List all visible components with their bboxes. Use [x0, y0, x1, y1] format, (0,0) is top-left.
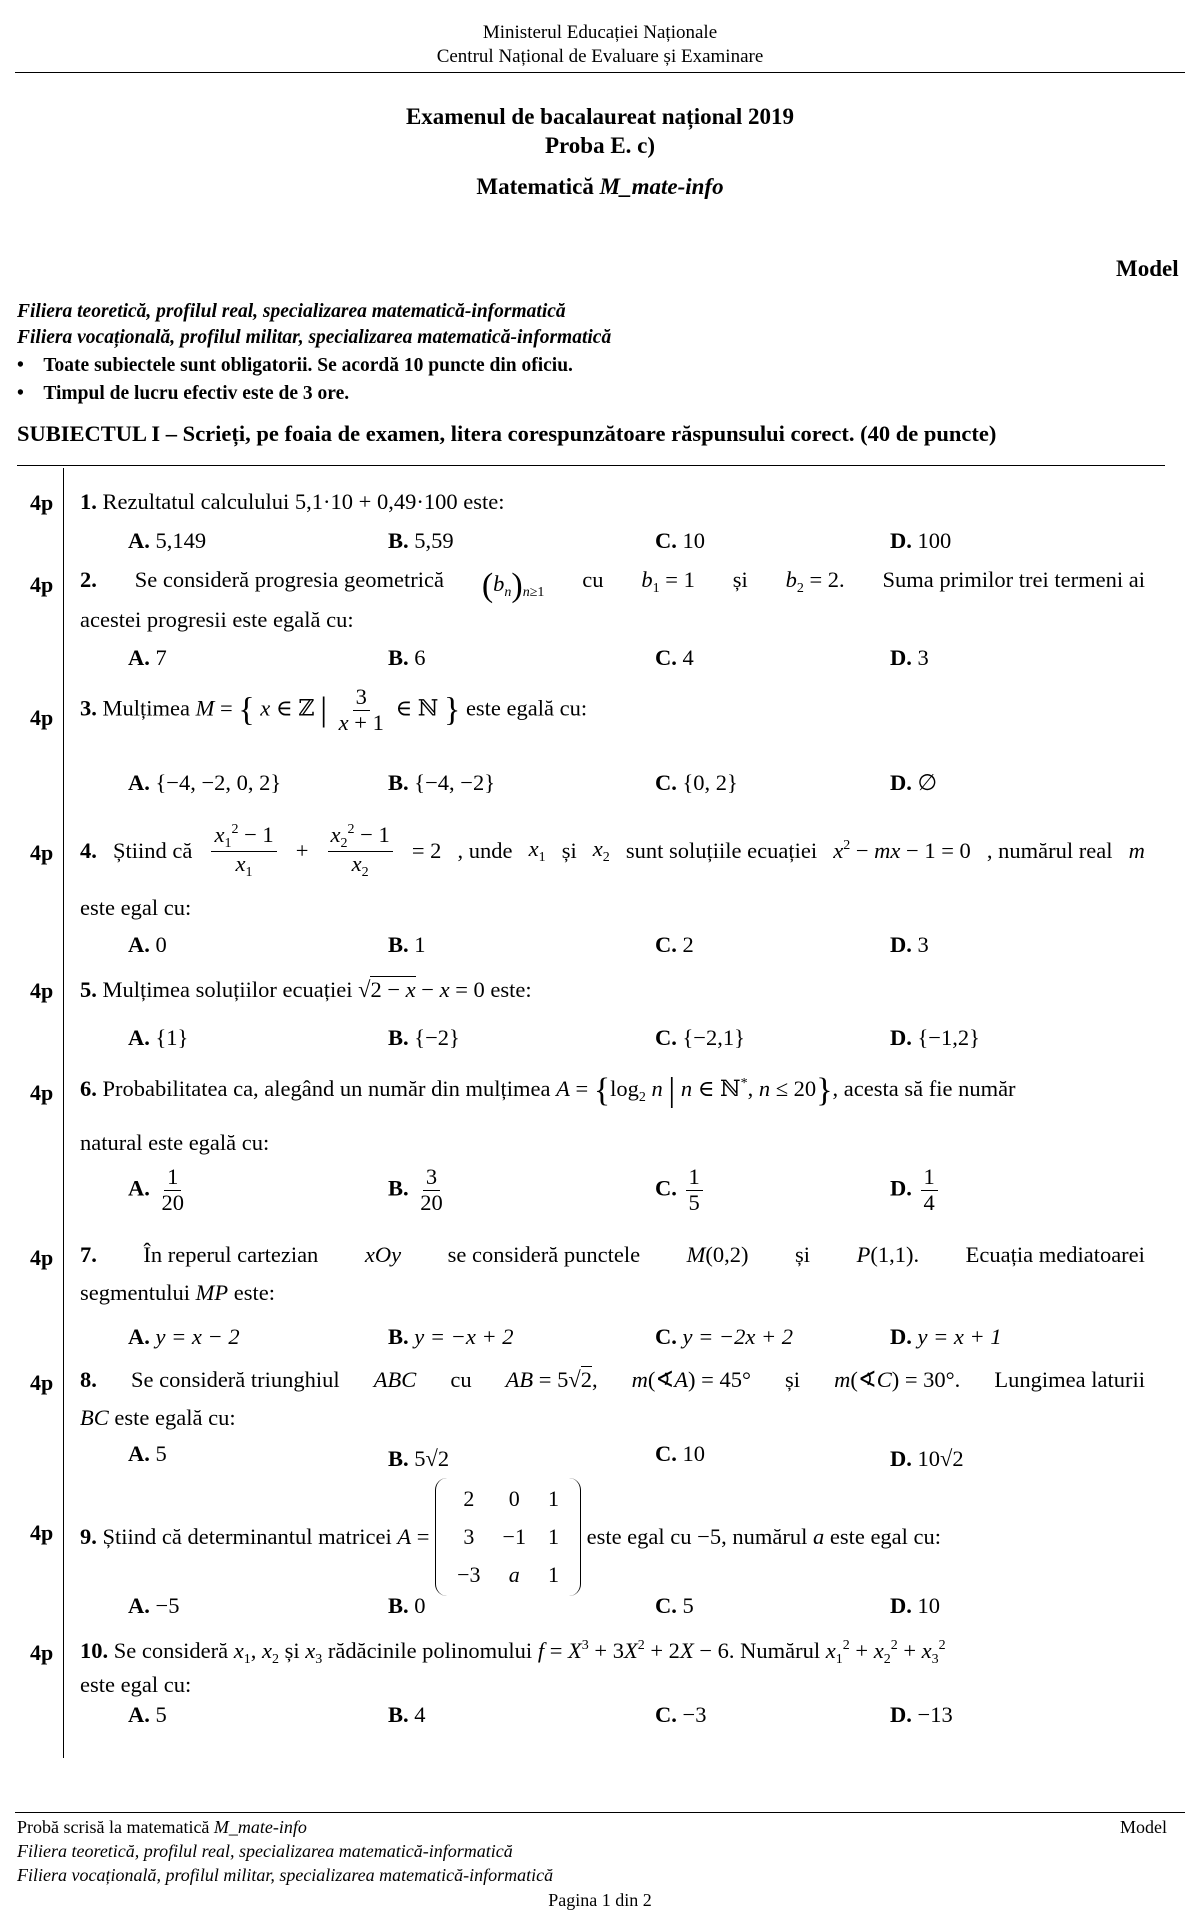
points-q8: 4p	[30, 1370, 54, 1395]
points-q10: 4p	[30, 1640, 54, 1665]
q3-option-a: A. {−4, −2, 0, 2}	[128, 770, 282, 795]
question-7: 7. În reperul cartezian xOy se consideră punctele M(0,2) și P(1,1). Ecuația mediatoarei	[80, 1242, 1145, 1267]
subject-title: Matematică M_mate-info	[476, 174, 724, 199]
question-1: 1. Rezultatul calculului 5,1·10 + 0,49·100 este:	[80, 489, 505, 514]
filiera-1: Filiera teoretică, profilul real, specializarea matematică-informatică	[17, 301, 566, 322]
question-2-cont: acestei progresii este egală cu:	[80, 607, 354, 632]
points-q1: 4p	[30, 490, 54, 515]
footer-line-1: Probă scrisă la matematică M_mate-info	[17, 1817, 307, 1837]
q10-option-d: D. −13	[890, 1702, 953, 1727]
q1-option-d: D. 100	[890, 528, 952, 553]
q1-option-a: A. 5,149	[128, 528, 207, 553]
points-q3: 4p	[30, 705, 54, 730]
q4-option-c: C. 2	[655, 932, 694, 957]
q6-option-d: D. $\frac{1}{4}$	[890, 1165, 941, 1216]
points-q2: 4p	[30, 572, 54, 597]
page-number: Pagina 1 din 2	[548, 1890, 652, 1910]
points-q5: 4p	[30, 978, 54, 1003]
q6-option-b: B. $\frac{3}{20}$	[388, 1164, 443, 1215]
model-label: Model	[1116, 256, 1179, 281]
q9-option-b: B. 0	[388, 1593, 426, 1618]
points-q7: 4p	[30, 1245, 54, 1270]
q6-option-c: C. $\frac{1}{5}$	[655, 1165, 706, 1216]
question-4: 4. Știind că $\frac{x_1^2 - 1}{x_1}$ + $\frac{x_2^2 - 1}{x_2}$ = 2 , unde $x_1$ și $x_2$ sunt soluțiile ecuației $x^2$ − mx − 1 = 0 , numărul real m	[80, 822, 1145, 881]
q4-option-b: B. 1	[388, 932, 426, 957]
matrix-a: 2 0 1 3 −1 1 −3 a 1	[435, 1478, 581, 1596]
q8-option-d: D. 10√2	[890, 1446, 964, 1471]
q8-option-b: B. 5√2	[388, 1446, 450, 1471]
points-column-line	[63, 468, 64, 1758]
q3-option-d: D. ∅	[890, 770, 938, 795]
q4-option-d: D. 3	[890, 932, 929, 957]
footer-line-2: Filiera teoretică, profilul real, specializarea matematică-informatică	[17, 1841, 513, 1861]
q7-option-c: C. y = −2x + 2	[655, 1324, 794, 1349]
question-5: 5. Mulțimea soluțiilor ecuației √2 − x − x = 0 este:	[80, 977, 532, 1002]
q6-option-a: A. $\frac{1}{20}$	[128, 1164, 184, 1215]
q7-option-d: D. y = x + 1	[890, 1324, 1002, 1349]
points-q4: 4p	[30, 840, 54, 865]
rule-bullet-2: • Timpul de lucru efectiv este de 3 ore.	[17, 383, 350, 404]
q10-option-b: B. 4	[388, 1702, 426, 1727]
question-2: 2. Se consideră progresia geometrică $(b_n)_{n\ge 1}$ cu $b_1 = 1$ și $b_2 = 2$. Suma primilor trei termeni ai	[80, 567, 1145, 604]
points-q6: 4p	[30, 1080, 54, 1105]
center-name: Centrul Național de Evaluare și Examinare	[436, 46, 764, 67]
footer-rule	[15, 1812, 1185, 1813]
question-4-cont: este egal cu:	[80, 895, 192, 920]
q9-option-d: D. 10	[890, 1593, 940, 1618]
header-rule	[15, 72, 1185, 73]
q2-option-d: D. 3	[890, 645, 929, 670]
question-6: 6. Probabilitatea ca, alegând un număr din mulțimea $A = \{\log_2$ n | n ∈ ℕ*, n ≤ 20}, acesta să fie număr	[80, 1072, 1016, 1109]
rule-bullet-1: • Toate subiectele sunt obligatorii. Se acordă 10 puncte din oficiu.	[17, 355, 573, 376]
q8-option-a: A. 5	[128, 1441, 167, 1466]
question-7-cont: segmentului MP este:	[80, 1280, 275, 1305]
q10-option-a: A. 5	[128, 1702, 167, 1727]
question-10-cont: este egal cu:	[80, 1672, 192, 1697]
q5-option-b: B. {−2}	[388, 1025, 460, 1050]
q1-option-c: C. 10	[655, 528, 705, 553]
q1-option-b: B. 5,59	[388, 528, 454, 553]
question-8-cont: BC este egală cu:	[80, 1405, 236, 1430]
question-8: 8. Se consideră triunghiul ABC cu AB = 5√2, m(∢A) = 45° și m(∢C) = 30°. Lungimea laturii	[80, 1367, 1145, 1392]
question-9: 9. Știind că determinantul matricei A = 2 0 1 3 −1 1 −3 a 1 este egal cu −5 , numărul a este egal cu:	[80, 1478, 941, 1596]
q10-option-c: C. −3	[655, 1702, 707, 1727]
footer-model: Model	[1120, 1817, 1167, 1837]
q2-option-b: B. 6	[388, 645, 426, 670]
q9-option-c: C. 5	[655, 1593, 694, 1618]
exam-title: Examenul de bacalaureat național 2019	[405, 104, 795, 129]
q4-option-a: A. 0	[128, 932, 167, 957]
q9-option-a: A. −5	[128, 1593, 180, 1618]
points-q9: 4p	[30, 1520, 54, 1545]
q5-option-d: D. {−1,2}	[890, 1025, 980, 1050]
subject-heading: SUBIECTUL I – Scrieți, pe foaia de examen, litera corespunzătoare răspunsului corect. (40 de puncte)	[17, 421, 997, 446]
q8-option-c: C. 10	[655, 1441, 705, 1466]
ministry-name: Ministerul Educației Naționale	[482, 22, 718, 43]
q5-option-c: C. {−2,1}	[655, 1025, 745, 1050]
question-3: 3. Mulțimea M = { x ∈ ℤ | $\frac{3}{x + 1}$ ∈ ℕ } este egală cu:	[80, 684, 588, 735]
q3-option-b: B. {−4, −2}	[388, 770, 495, 795]
filiera-2: Filiera vocațională, profilul militar, specializarea matematică-informatică	[17, 327, 612, 348]
q5-option-a: A. {1}	[128, 1025, 189, 1050]
subject-rule	[17, 465, 1165, 466]
question-10: 10. Se consideră $x_1$, $x_2$ și $x_3$ rădăcinile polinomului $f = X^3 + 3X^2 + 2X - 6$. Numărul $x_1^2 + x_2^2 + x_3^2$	[80, 1638, 946, 1667]
q2-option-c: C. 4	[655, 645, 694, 670]
proba-title: Proba E. c)	[544, 133, 656, 158]
question-6-cont: natural este egală cu:	[80, 1130, 270, 1155]
q2-option-a: A. 7	[128, 645, 167, 670]
q3-option-c: C. {0, 2}	[655, 770, 738, 795]
q7-option-b: B. y = −x + 2	[388, 1324, 514, 1349]
footer-line-3: Filiera vocațională, profilul militar, specializarea matematică-informatică	[17, 1865, 554, 1885]
q7-option-a: A. y = x − 2	[128, 1324, 240, 1349]
